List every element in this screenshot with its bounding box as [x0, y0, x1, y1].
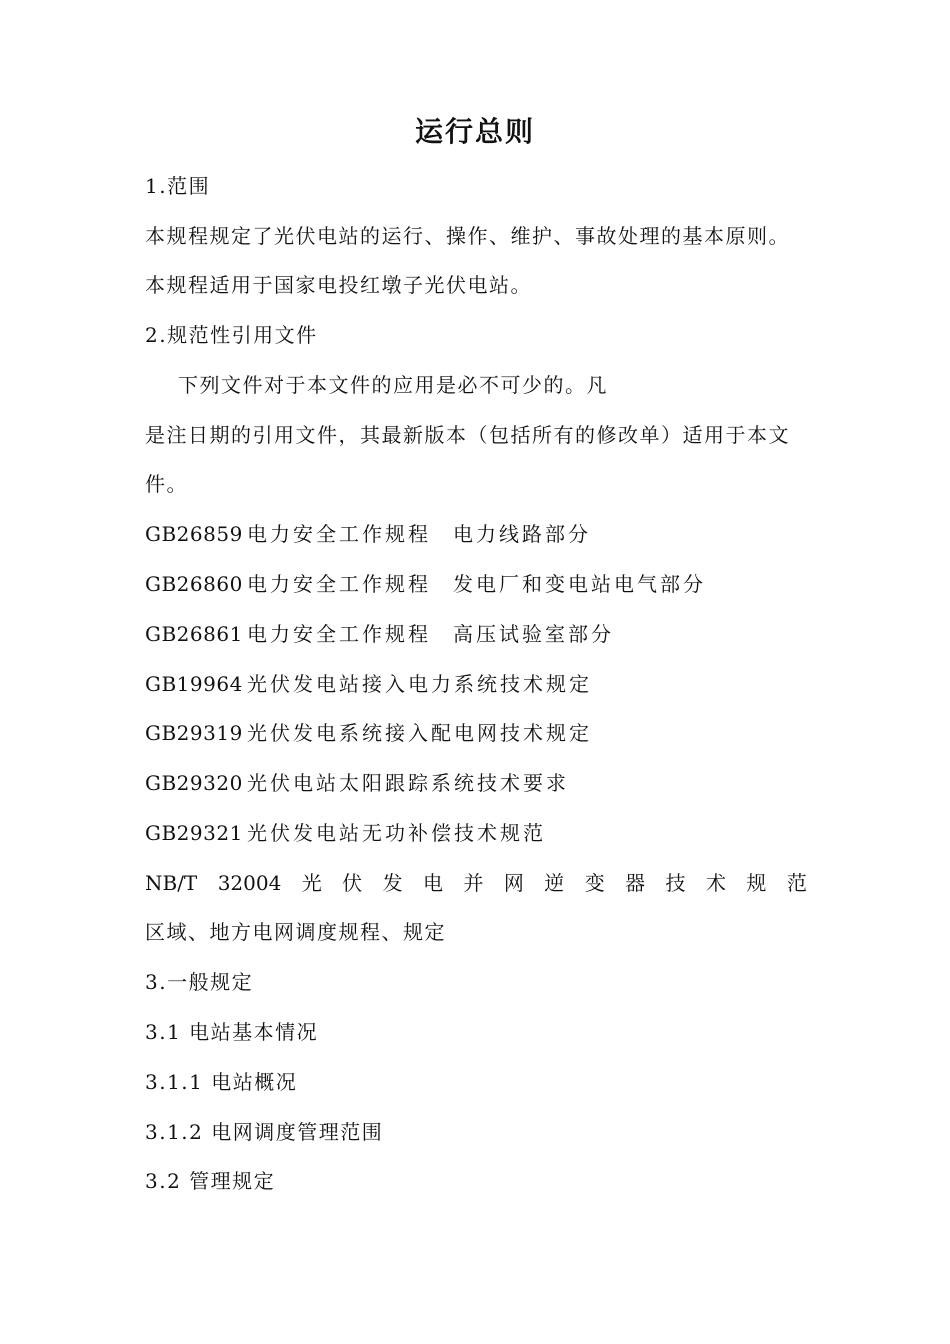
nbt-number: 32004: [217, 871, 282, 895]
standard-code: GB26859: [145, 522, 243, 546]
standard-title: 光伏发电站无功补偿技术规范: [247, 821, 546, 845]
standard-code: GB19964: [145, 672, 243, 696]
standard-subtitle: 高压试验室部分: [453, 622, 614, 646]
standard-code: GB29319: [145, 721, 243, 745]
nbt-char: 网: [503, 871, 524, 895]
standard-title: 电力安全工作规程: [247, 522, 431, 546]
section-heading-scope: 1.范围: [145, 174, 211, 198]
paragraph-regional-rules: 区域、地方电网调度规程、规定: [145, 920, 446, 944]
standard-code: GB26860: [145, 572, 243, 596]
standard-code: GB26861: [145, 622, 243, 646]
nbt-char: 技: [665, 871, 686, 895]
standard-item: [145, 619, 614, 649]
nbt-char: 电: [423, 871, 444, 895]
standard-item: [145, 519, 591, 549]
paragraph-scope-2: 本规程适用于国家电投红墩子光伏电站。: [145, 273, 532, 297]
subsection-heading-3-1: 3.1 电站基本情况: [145, 1020, 319, 1044]
nbt-char: 发: [382, 871, 403, 895]
standard-item: [145, 569, 706, 599]
standard-subtitle: 电力线路部分: [453, 522, 591, 546]
standard-code: GB29321: [145, 821, 243, 845]
standard-item: [145, 818, 546, 848]
standard-item: [145, 768, 569, 798]
standard-code: GB29320: [145, 771, 243, 795]
standard-item: [145, 718, 592, 748]
paragraph-references-intro-2: 是注日期的引用文件，其最新版本（包括所有的修改单）适用于本文: [145, 423, 790, 447]
standard-title: 电力安全工作规程: [247, 572, 431, 596]
nbt-char: 术: [705, 871, 726, 895]
paragraph-references-intro-3: 件。: [145, 472, 188, 496]
standard-subtitle: 发电厂和变电站电气部分: [453, 572, 706, 596]
nbt-prefix: NB/T: [145, 871, 198, 895]
standard-item-nbt: [145, 868, 807, 898]
nbt-char: 光: [301, 871, 322, 895]
paragraph-scope-1: 本规程规定了光伏电站的运行、操作、维护、事故处理的基本原则。: [145, 224, 790, 248]
section-heading-references: 2.规范性引用文件: [145, 323, 318, 347]
subsection-heading-3-1-1: 3.1.1 电站概况: [145, 1070, 298, 1094]
standard-title: 光伏电站太阳跟踪系统技术要求: [247, 771, 569, 795]
nbt-char: 规: [746, 871, 767, 895]
nbt-char: 变: [584, 871, 605, 895]
nbt-char: 并: [463, 871, 484, 895]
standard-title: 光伏发电站接入电力系统技术规定: [247, 672, 592, 696]
nbt-char: 伏: [342, 871, 363, 895]
nbt-char: 逆: [544, 871, 565, 895]
standard-title: 电力安全工作规程: [247, 622, 431, 646]
standard-title: 光伏发电系统接入配电网技术规定: [247, 721, 592, 745]
subsection-heading-3-2: 3.2 管理规定: [145, 1169, 276, 1193]
paragraph-references-intro-1: 下列文件对于本文件的应用是必不可少的。凡: [178, 373, 608, 397]
document-title: 运行总则: [414, 115, 535, 148]
standard-item: [145, 669, 592, 699]
nbt-char: 范: [786, 871, 807, 895]
subsection-heading-3-1-2: 3.1.2 电网调度管理范围: [145, 1120, 384, 1144]
section-heading-general: 3.一般规定: [145, 970, 254, 994]
nbt-char: 器: [625, 871, 646, 895]
